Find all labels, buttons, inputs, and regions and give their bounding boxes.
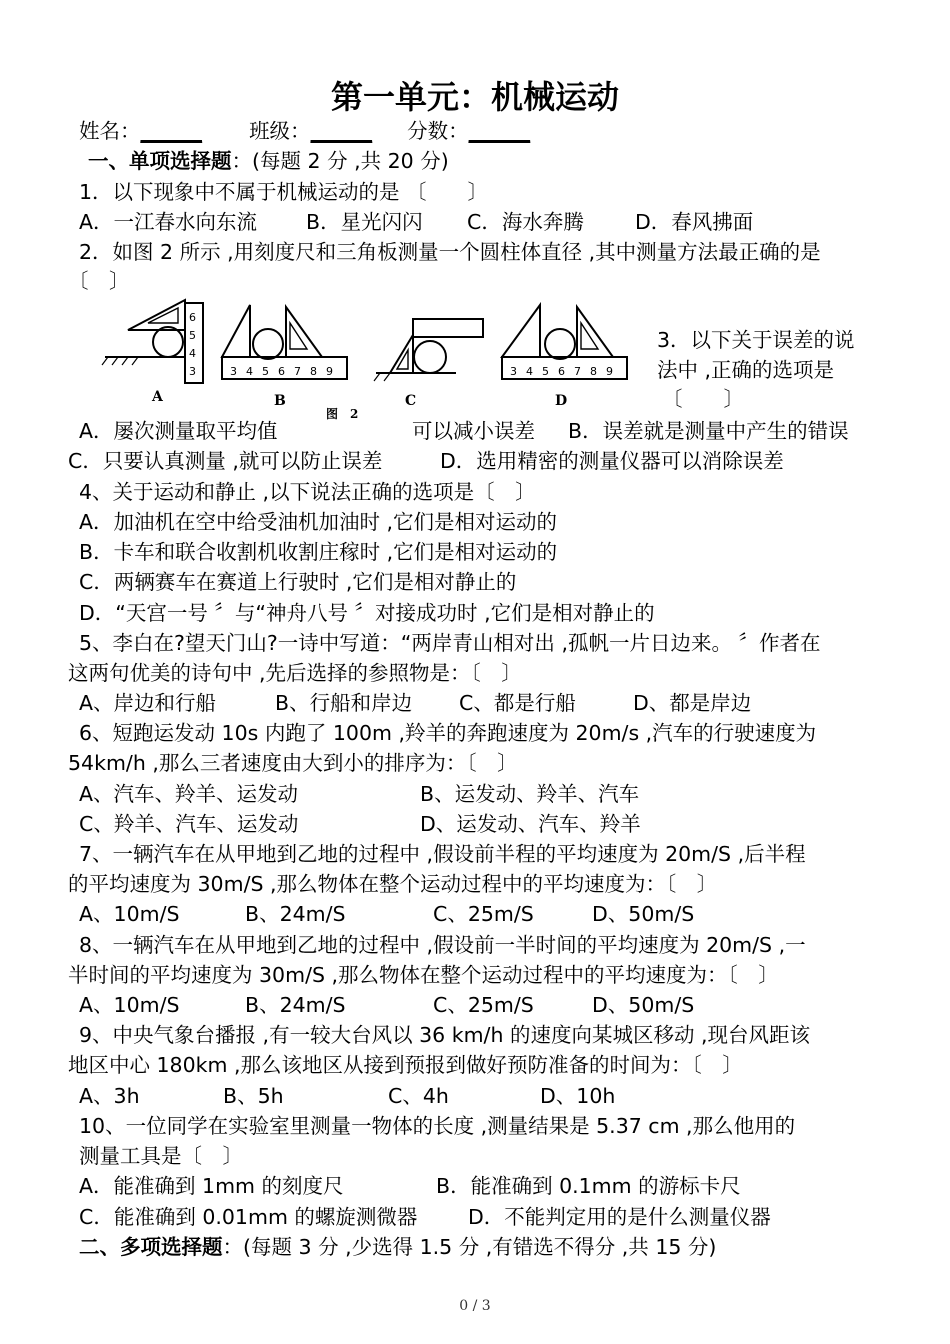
figure-label-d: D: [555, 393, 568, 409]
q3-option-a-part1: A．屡次测量取平均值: [79, 419, 278, 443]
section1-note: ：(每题 2 分 ,共 20 分): [231, 149, 449, 173]
ruler-b-digit: 9: [326, 365, 333, 378]
q1-option-c: C．海水奔腾: [467, 210, 584, 234]
q3-option-a-part2: 可以减小误差: [412, 419, 535, 443]
ruler-d-digit: 7: [574, 365, 581, 378]
ruler-a-digit: 6: [189, 311, 196, 324]
q5-stem-line2: 这两句优美的诗句中 ,先后选择的参照物是：〔 〕: [68, 661, 522, 685]
q7-stem-line1: 7、一辆汽车在从甲地到乙地的过程中 ,假设前半程的平均速度为 20m/S ,后半程: [79, 842, 806, 866]
ruler-b-digit: 6: [278, 365, 285, 378]
q4-stem: 4、关于运动和静止 ,以下说法正确的选项是〔 〕: [79, 480, 536, 504]
q4-option-d: D．“天宫一号 〞与“神舟八号 〞对接成功时 ,它们是相对静止的: [79, 601, 655, 625]
q1-option-a: A．一江春水向东流: [79, 210, 258, 234]
q9-option-a: A、3h: [79, 1084, 140, 1108]
q9-option-d: D、10h: [540, 1084, 616, 1108]
q3-stem-line1: 3．以下关于误差的说: [657, 328, 855, 352]
section2-note: ：(每题 3 分 ,少选得 1.5 分 ,有错选不得分 ,共 15 分): [222, 1235, 717, 1259]
figure-label-b: B: [274, 393, 286, 409]
q9-stem-line1: 9、中央气象台播报 ,有一较大台风以 36 km/h 的速度向某城区移动 ,现台风距该: [79, 1023, 810, 1047]
student-info-line: [79, 118, 530, 144]
q5-option-d: D、都是岸边: [633, 691, 752, 715]
class-label: 班级：: [249, 119, 311, 143]
q8-option-d: D、50m/S: [592, 993, 695, 1017]
q8-stem-line2: 半时间的平均速度为 30m/S ,那么物体在整个运动过程中的平均速度为：〔 〕: [68, 963, 779, 987]
ruler-a-digit: 5: [189, 329, 196, 342]
figure-label-c: C: [405, 393, 417, 409]
q6-stem-line1: 6、短跑运发动 10s 内跑了 100m ,羚羊的奔跑速度为 20m/s ,汽车的行驶速度为: [79, 721, 817, 745]
q7-option-a: A、10m/S: [79, 902, 180, 926]
ruler-d-digit: 8: [590, 365, 597, 378]
ruler-d-digit: 9: [606, 365, 613, 378]
q6-option-c: C、羚羊、汽车、运发动: [79, 812, 299, 836]
section1-heading: [88, 148, 449, 174]
q5-stem-line1: 5、李白在?望天门山?一诗中写道：“两岸青山相对出 ,孤帆一片日边来。 〞作者在: [79, 631, 821, 655]
section2-title: 二、多项选择题: [79, 1235, 223, 1259]
score-blank: ______: [468, 119, 531, 143]
q3-option-c: C．只要认真测量 ,就可以防止误差: [68, 449, 383, 473]
q3-stem-line2: 法中 ,正确的选项是: [657, 358, 835, 382]
ruler-b-digit: 4: [246, 365, 253, 378]
ruler-a-digit: 3: [189, 365, 196, 378]
page-title: 第一单元：机械运动: [330, 78, 619, 116]
q1-option-b: B．星光闪闪: [306, 210, 423, 234]
q8-option-a: A、10m/S: [79, 993, 180, 1017]
section1-title: 一、单项选择题: [88, 149, 232, 173]
q6-option-d: D、运发动、汽车、羚羊: [420, 812, 641, 836]
q7-option-c: C、25m/S: [433, 902, 534, 926]
q5-option-b: B、行船和岸边: [275, 691, 413, 715]
q6-stem-line2: 54km/h ,那么三者速度由大到小的排序为：〔 〕: [68, 751, 518, 775]
q7-option-b: B、24m/S: [245, 902, 346, 926]
q10-option-d: D．不能判定用的是什么测量仪器: [468, 1205, 771, 1229]
q3-stem-line3: 〔 〕: [662, 387, 744, 411]
q6-option-b: B、运发动、羚羊、汽车: [420, 782, 640, 806]
q1-option-d: D．春风拂面: [635, 210, 754, 234]
q9-option-b: B、5h: [223, 1084, 284, 1108]
q10-option-a: A．能准确到 1mm 的刻度尺: [79, 1174, 344, 1198]
page-number: 0 / 3: [459, 1298, 491, 1314]
q1-stem: 1．以下现象中不属于机械运动的是 〔 〕: [79, 180, 489, 204]
q5-option-c: C、都是行船: [459, 691, 576, 715]
ruler-b-digit: 7: [294, 365, 301, 378]
q10-option-b: B．能准确到 0.1mm 的游标卡尺: [436, 1174, 741, 1198]
q8-option-c: C、25m/S: [433, 993, 534, 1017]
figure-caption: 图 2: [326, 407, 359, 421]
ruler-a-digit: 4: [189, 347, 196, 360]
ruler-b-digit: 5: [262, 365, 269, 378]
q2-stem-line1: 2．如图 2 所示 ,用刻度尺和三角板测量一个圆柱体直径 ,其中测量方法最正确的是: [79, 240, 821, 264]
name-blank: ______: [140, 119, 202, 143]
score-label: 分数：: [407, 119, 469, 143]
q5-option-a: A、岸边和行船: [79, 691, 217, 715]
q7-stem-line2: 的平均速度为 30m/S ,那么物体在整个运动过程中的平均速度为：〔 〕: [68, 872, 718, 896]
q4-option-c: C．两辆赛车在赛道上行驶时 ,它们是相对静止的: [79, 570, 517, 594]
figure-label-a: A: [152, 389, 163, 405]
q10-stem-line1: 10、一位同学在实验室里测量一物体的长度 ,测量结果是 5.37 cm ,那么他用的: [79, 1114, 796, 1138]
q3-option-b: B．误差就是测量中产生的错误: [568, 419, 849, 443]
q4-option-a: A．加油机在空中给受油机加油时 ,它们是相对运动的: [79, 510, 558, 534]
q9-stem-line2: 地区中心 180km ,那么该地区从接到预报到做好预防准备的时间为：〔 〕: [68, 1053, 743, 1077]
section2-heading: [79, 1234, 716, 1260]
ruler-b-digit: 8: [310, 365, 317, 378]
ruler-b-digit: 3: [230, 365, 237, 378]
q8-stem-line1: 8、一辆汽车在从甲地到乙地的过程中 ,假设前一半时间的平均速度为 20m/S ,一: [79, 933, 806, 957]
q4-option-b: B．卡车和联合收割机收割庄稼时 ,它们是相对运动的: [79, 540, 558, 564]
q10-option-c: C．能准确到 0.01mm 的螺旋测微器: [79, 1205, 418, 1229]
q8-option-b: B、24m/S: [245, 993, 346, 1017]
q10-stem-line2: 测量工具是〔 〕: [79, 1144, 243, 1168]
ruler-d-digit: 4: [526, 365, 533, 378]
ruler-d-digit: 5: [542, 365, 549, 378]
q9-option-c: C、4h: [388, 1084, 449, 1108]
ruler-d-digit: 6: [558, 365, 565, 378]
name-label: 姓名：: [79, 119, 141, 143]
q2-stem-line2: 〔 〕: [68, 269, 130, 293]
class-blank: ______: [310, 119, 373, 143]
q3-option-d: D．选用精密的测量仪器可以消除误差: [440, 449, 784, 473]
figure-2-measurement-diagram: [100, 295, 640, 430]
ruler-d-digit: 3: [510, 365, 517, 378]
q7-option-d: D、50m/S: [592, 902, 695, 926]
q6-option-a: A、汽车、羚羊、运发动: [79, 782, 299, 806]
